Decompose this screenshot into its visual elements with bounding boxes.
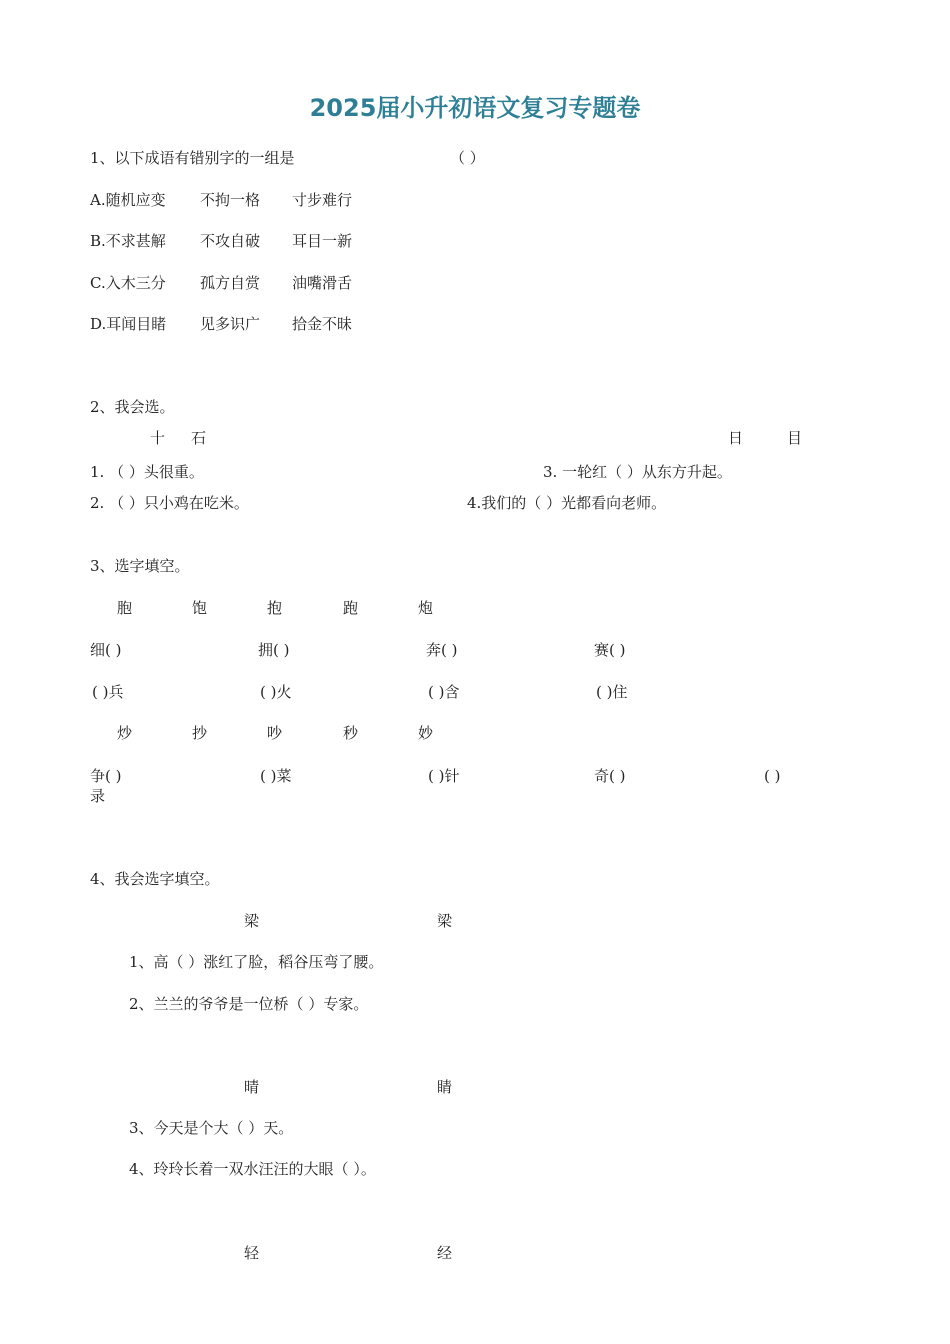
q3-char-10: 妙 [418,724,434,742]
q3-row2-3: ( )含 [428,683,460,701]
q2-char-shi2: 石 [191,429,207,447]
q3-row2-2: ( )火 [260,683,292,701]
q3-char-2: 饱 [192,599,208,617]
q3-row3-wrap: 录 [90,787,106,805]
q1-option-b-b: 不攻自破 [200,232,261,250]
q1-option-d-b: 见多识广 [200,315,261,333]
q2-item-4: 4.我们的（ ）光都看向老师。 [467,494,667,512]
q3-row3-1: 争( ) [90,767,122,785]
q2-char-mu: 目 [787,429,803,447]
q3-char-6: 炒 [117,724,133,742]
q1-option-a: A.随机应变 [90,191,166,209]
q3-char-5: 炮 [418,599,434,617]
q2-stem: 2、我会选。 [90,398,175,416]
q1-stem: 1、以下成语有错别字的一组是 [90,149,295,167]
q3-row3-2: ( )菜 [260,767,292,785]
q4-pair2-b: 睛 [437,1078,453,1096]
q3-row2-1: ( )兵 [92,683,124,701]
q1-option-c: C.入木三分 [90,274,166,292]
q3-row2-4: ( )住 [596,683,628,701]
q1-option-d: D.耳闻目睹 [90,315,167,333]
q3-stem: 3、选字填空。 [90,557,190,575]
q1-option-b-c: 耳目一新 [292,232,353,250]
q3-char-7: 抄 [192,724,208,742]
q4-pair3-b: 经 [437,1244,453,1262]
q2-item-1: 1. （ ）头很重。 [90,463,204,481]
q3-char-8: 吵 [267,724,283,742]
q4-sentence-4: 4、玲玲长着一双水汪汪的大眼（ ）。 [129,1160,376,1178]
q1-answer-paren: （ ） [450,149,485,167]
q1-option-a-b: 不拘一格 [200,191,261,209]
page-title: 2025届小升初语文复习专题卷 [309,94,641,122]
q2-char-shi: 十 [150,429,166,447]
q3-char-9: 秒 [343,724,359,742]
q1-option-b: B.不求甚解 [90,232,166,250]
q2-char-ri: 日 [728,429,744,447]
q3-row3-5: ( ) [764,767,781,785]
q3-row1-2: 拥( ) [258,641,290,659]
q1-option-c-c: 油嘴滑舌 [292,274,353,292]
q4-sentence-2: 2、兰兰的爷爷是一位桥（ ）专家。 [129,995,369,1013]
q2-item-2: 2. （ ）只小鸡在吃米。 [90,494,249,512]
q1-option-c-b: 孤方自赏 [200,274,261,292]
q1-option-a-c: 寸步难行 [292,191,353,209]
q3-char-3: 抱 [267,599,283,617]
q3-row1-3: 奔( ) [426,641,458,659]
q4-sentence-3: 3、今天是个大（ ）天。 [129,1119,294,1137]
q3-row1-1: 细( ) [90,641,122,659]
q4-stem: 4、我会选字填空。 [90,870,220,888]
q3-row3-3: ( )针 [428,767,460,785]
q4-pair2-a: 晴 [244,1078,260,1096]
q3-row3-4: 奇( ) [594,767,626,785]
q4-pair1-a: 梁 [244,912,260,930]
q3-char-1: 胞 [117,599,133,617]
q3-char-4: 跑 [343,599,359,617]
q4-pair1-b: 梁 [437,912,453,930]
q4-pair3-a: 轻 [244,1244,260,1262]
q2-item-3: 3. 一轮红（ ）从东方升起。 [543,463,732,481]
q4-sentence-1: 1、高（ ）涨红了脸，稻谷压弯了腰。 [129,953,384,971]
q1-option-d-c: 拾金不昧 [292,315,353,333]
q3-row1-4: 赛( ) [594,641,626,659]
